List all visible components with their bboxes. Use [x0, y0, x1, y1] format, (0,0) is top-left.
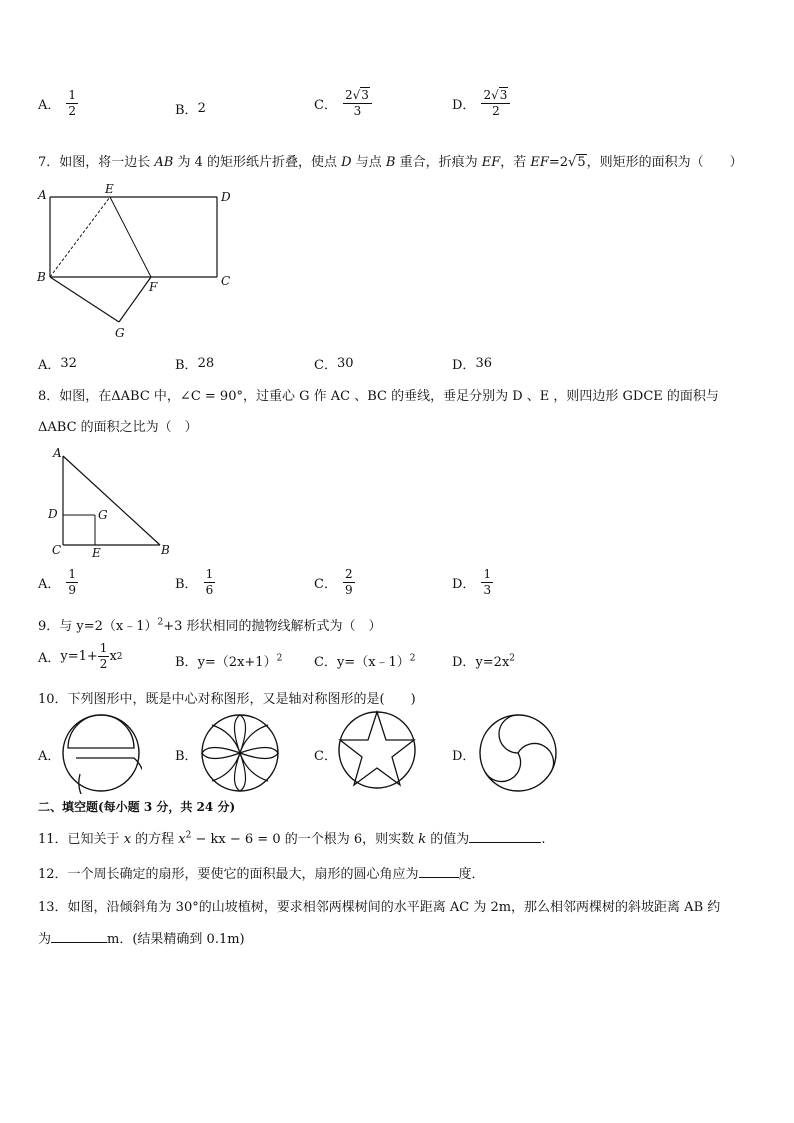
q6-option-d-label: D．	[452, 98, 476, 113]
denominator: 2	[68, 104, 77, 118]
q8-option-d: D． $\frac{1}{3}$	[452, 567, 492, 597]
q13-stem-line1: 13．如图，沿倾斜角为 30°的山坡植树，要求相邻两棵树间的水平距离 AC 为 2m，那么相邻两棵树的斜坡距离 AB 约	[38, 900, 721, 915]
q7-option-b: B． 28	[175, 356, 215, 373]
label-e: E	[92, 546, 101, 560]
segment-bg	[50, 277, 119, 322]
q7-stem: 7．如图，将一边长 AB 为 4 的矩形纸片折叠，使点 D 与点 B 重合，折痕为 EF，若 EF=2√5，则矩形的面积为（ ）	[38, 155, 743, 170]
q8-option-a: A． $\frac{1}{9}$	[38, 567, 77, 597]
label-f: F	[149, 280, 158, 294]
q6-option-c-label: C．	[314, 98, 337, 113]
q10-option-d-label: D．	[452, 749, 476, 764]
q10-stem: 10．下列图形中，既是中心对称图形，又是轴对称图形的是( )	[38, 692, 416, 707]
numerator: 2√3	[343, 88, 372, 104]
q10-option-c-label: C．	[314, 749, 337, 764]
label-d: D	[48, 507, 58, 521]
side-ab	[63, 456, 160, 545]
q9-option-c: C．y=（x﹣1）$^2$	[314, 653, 416, 670]
q10-option-b-figure	[199, 712, 281, 794]
q7-option-a: A． 32	[38, 356, 77, 373]
q6-option-d-fraction	[481, 88, 510, 119]
answer-blank[interactable]	[469, 830, 541, 843]
q8-option-b: B． $\frac{1}{6}$	[175, 567, 214, 597]
answer-blank[interactable]	[419, 865, 459, 878]
label-a: A	[38, 188, 47, 202]
label-d: D	[221, 190, 231, 204]
q6-option-a-label: A．	[38, 98, 61, 113]
q9-stem: 9．与 y=2（x﹣1）$^2$+3 形状相同的抛物线解析式为（ ）	[38, 617, 382, 634]
q6-option-c	[314, 88, 372, 119]
q8-stem-line2: ΔABC 的面积之比为（ ）	[38, 420, 198, 435]
q12-stem: 12．一个周长确定的扇形，要使它的面积最大，扇形的圆心角应为 度．	[38, 867, 485, 882]
denominator: 3	[353, 104, 362, 118]
q6-option-b	[175, 99, 206, 118]
q13-stem-line2: 为 m．(结果精确到 0.1m)	[38, 932, 245, 947]
q7-option-c: C． 30	[314, 356, 354, 373]
label-b: B	[161, 543, 170, 557]
q6-option-b-text: 2	[197, 101, 206, 116]
q10-option-a-label: A．	[38, 749, 61, 764]
q10-option-c-figure	[337, 710, 417, 790]
section-heading-fill-in: 二、填空题(每小题 3 分，共 24 分)	[38, 800, 236, 814]
q6-option-d	[452, 88, 510, 119]
label-b: B	[37, 270, 46, 284]
q10-option-a-figure	[60, 712, 142, 794]
q9-option-d: D．$y=2x^2$	[452, 653, 516, 670]
q6-option-a	[38, 88, 78, 119]
q8-stem-line1: 8．如图，在ΔABC 中，∠C = 90°，过重心 G 作 AC 、BC 的垂线，垂足分别为 D 、E ，则四边形 GDCE 的面积与	[38, 389, 719, 404]
q11-stem: 11．已知关于 x 的方程 $x^2$ − kx − 6 = 0 的一个根为 6，则实数 k 的值为 .	[38, 830, 546, 847]
q9-option-a: A． y=1+ $\frac{1}{2}$ x 2	[38, 641, 123, 671]
answer-blank[interactable]	[51, 930, 107, 943]
label-c: C	[221, 274, 231, 288]
label-a: A	[53, 446, 62, 460]
label-c: C	[52, 543, 62, 557]
label-e: E	[105, 182, 114, 196]
q7-option-d: D． 36	[452, 356, 492, 373]
numerator: 1	[68, 88, 77, 102]
label-g: G	[98, 508, 108, 522]
q7-rectangle-fold-figure	[30, 180, 250, 345]
q6-option-c-fraction	[343, 88, 372, 119]
fold-line-ef	[110, 197, 151, 277]
denominator: 2	[492, 104, 500, 118]
segment-gf	[119, 277, 151, 322]
fold-line-be	[50, 197, 110, 277]
q6-option-b-label: B．	[175, 103, 198, 118]
q8-right-triangle-figure	[40, 442, 185, 560]
q10-option-b-label: B．	[175, 749, 198, 764]
q8-option-c: C． $\frac{2}{9}$	[314, 567, 353, 597]
numerator: 2√3	[481, 88, 510, 104]
q10-option-d-figure	[477, 712, 559, 794]
q9-option-b: B．$y=(2x+1)^2$	[175, 653, 283, 670]
label-g: G	[115, 326, 125, 340]
q6-option-a-fraction	[66, 88, 78, 119]
